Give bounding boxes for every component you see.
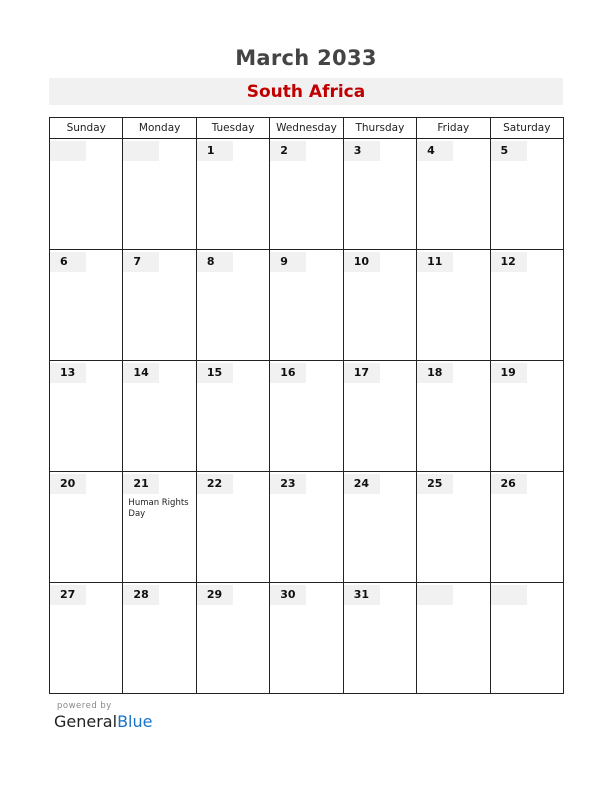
day-cell-empty xyxy=(490,583,563,694)
day-cell xyxy=(343,583,416,694)
day-number: 24 xyxy=(344,474,380,494)
day-cell xyxy=(50,583,123,694)
day-number: 2 xyxy=(270,141,306,161)
day-cell xyxy=(50,361,123,472)
day-number: 27 xyxy=(50,585,86,605)
day-cell xyxy=(196,250,269,361)
day-number-empty xyxy=(50,141,86,161)
day-number-empty xyxy=(491,585,527,605)
day-number: 20 xyxy=(50,474,86,494)
day-number: 21 xyxy=(123,474,159,494)
holiday-label: Human Rights Day xyxy=(128,498,189,519)
day-cell xyxy=(123,361,196,472)
week-row xyxy=(50,139,564,250)
day-number: 25 xyxy=(417,474,453,494)
day-number: 18 xyxy=(417,363,453,383)
calendar-grid xyxy=(49,117,564,694)
day-number: 13 xyxy=(50,363,86,383)
day-number: 26 xyxy=(491,474,527,494)
day-number: 16 xyxy=(270,363,306,383)
day-cell-empty xyxy=(123,139,196,250)
day-cell xyxy=(196,583,269,694)
day-number: 4 xyxy=(417,141,453,161)
page-title: March 2033 xyxy=(235,46,377,70)
weekday-tuesday: Tuesday xyxy=(196,118,269,139)
day-number: 11 xyxy=(417,252,453,272)
day-number: 3 xyxy=(344,141,380,161)
brand-general: General xyxy=(54,712,118,731)
weekday-header-row xyxy=(50,118,564,139)
day-number: 6 xyxy=(50,252,86,272)
day-cell xyxy=(270,139,343,250)
day-cell xyxy=(270,583,343,694)
day-cell xyxy=(417,139,490,250)
day-cell xyxy=(343,472,416,583)
day-cell xyxy=(343,139,416,250)
day-cell xyxy=(196,472,269,583)
day-cell xyxy=(123,250,196,361)
weekday-friday: Friday xyxy=(417,118,490,139)
day-cell xyxy=(417,472,490,583)
weekday-sunday: Sunday xyxy=(50,118,123,139)
day-cell xyxy=(123,583,196,694)
day-cell xyxy=(343,250,416,361)
weekday-thursday: Thursday xyxy=(343,118,416,139)
day-number: 19 xyxy=(491,363,527,383)
day-number: 12 xyxy=(491,252,527,272)
day-number: 14 xyxy=(123,363,159,383)
day-number: 8 xyxy=(197,252,233,272)
day-number: 17 xyxy=(344,363,380,383)
day-number: 1 xyxy=(197,141,233,161)
week-row xyxy=(50,472,564,583)
day-cell xyxy=(490,472,563,583)
day-cell-empty xyxy=(50,139,123,250)
day-cell xyxy=(270,472,343,583)
brand-blue: Blue xyxy=(117,712,153,731)
day-cell xyxy=(417,361,490,472)
brand-logo[interactable] xyxy=(54,712,152,731)
day-cell xyxy=(343,361,416,472)
day-number: 15 xyxy=(197,363,233,383)
day-cell xyxy=(50,250,123,361)
week-row xyxy=(50,583,564,694)
day-cell xyxy=(490,361,563,472)
day-cell-empty xyxy=(417,583,490,694)
day-number: 5 xyxy=(491,141,527,161)
day-number: 29 xyxy=(197,585,233,605)
weekday-saturday: Saturday xyxy=(490,118,563,139)
weekday-monday: Monday xyxy=(123,118,196,139)
week-row xyxy=(50,361,564,472)
day-cell xyxy=(50,472,123,583)
day-cell xyxy=(270,250,343,361)
day-number: 28 xyxy=(123,585,159,605)
day-number-empty xyxy=(417,585,453,605)
day-number: 23 xyxy=(270,474,306,494)
day-cell xyxy=(417,250,490,361)
day-number: 10 xyxy=(344,252,380,272)
day-cell xyxy=(270,361,343,472)
day-number: 31 xyxy=(344,585,380,605)
day-number: 9 xyxy=(270,252,306,272)
day-cell xyxy=(196,139,269,250)
day-number-empty xyxy=(123,141,159,161)
day-cell xyxy=(196,361,269,472)
country-name: South Africa xyxy=(246,82,366,102)
day-cell xyxy=(490,139,563,250)
day-cell xyxy=(490,250,563,361)
day-number: 7 xyxy=(123,252,159,272)
day-cell-holiday xyxy=(123,472,196,583)
week-row xyxy=(50,250,564,361)
day-number: 30 xyxy=(270,585,306,605)
day-number: 22 xyxy=(197,474,233,494)
weekday-wednesday: Wednesday xyxy=(270,118,343,139)
country-banner xyxy=(49,78,563,105)
powered-by-text: powered by xyxy=(57,701,112,711)
